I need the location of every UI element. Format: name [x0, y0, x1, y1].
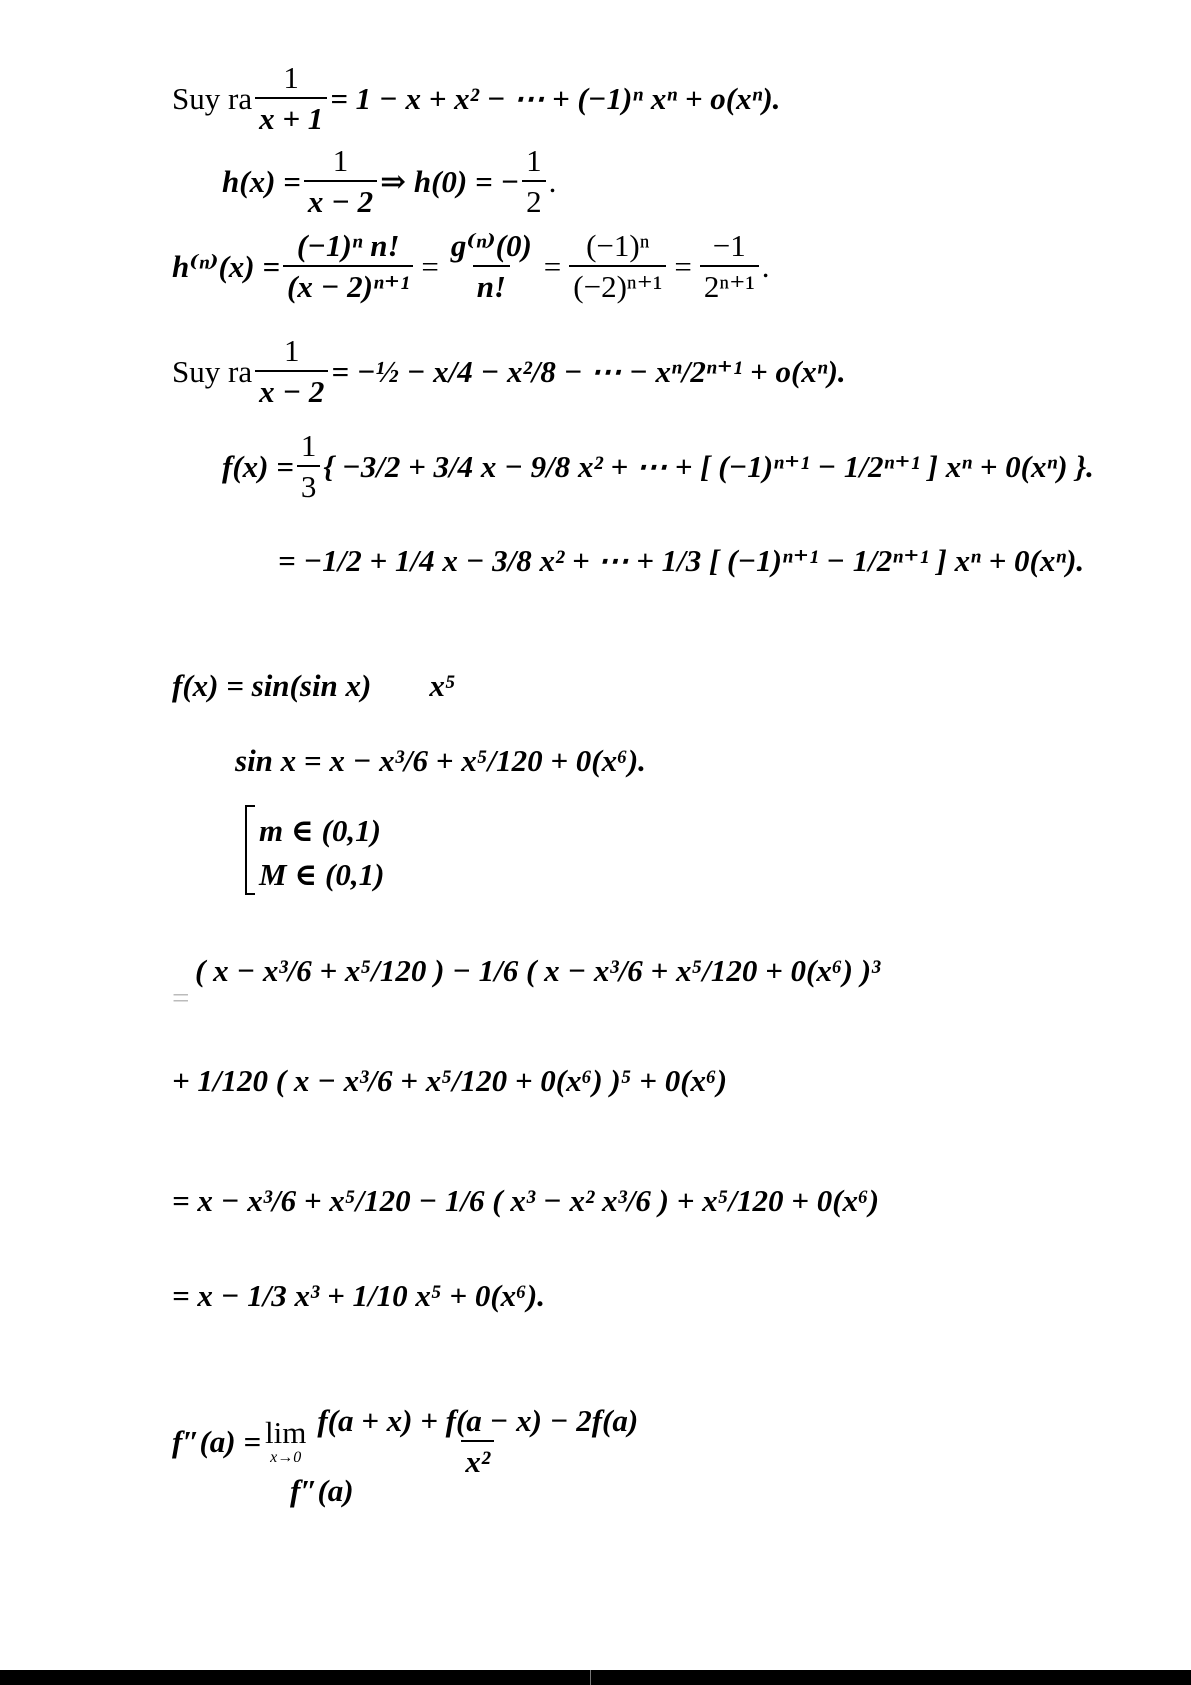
equation-line-7: f(x) = sin(sin x) x⁵	[172, 668, 456, 703]
equation-line-14: f″(a)	[290, 1473, 354, 1508]
equation-line-8: sin x = x − x³/6 + x⁵/120 + 0(x⁶).	[235, 743, 646, 778]
equation-line-13: f″(a) = lim x→0 $\frac{f(a + x) + f(a - x) - 2f(a)}{\text{x²}}$	[172, 1403, 639, 1479]
faint-equals: =	[172, 980, 190, 1015]
equation-line-5: f(x) = $\frac{1}{3}$ { −3/2 + 3/4 x − 9/8 x² + ⋯ + [ (−1)ⁿ⁺¹ − 1/2ⁿ⁺¹ ] xⁿ + 0(xⁿ) }.	[222, 428, 1094, 504]
bottom-bar	[0, 1670, 1191, 1685]
condition-system: m ∈ (0,1) M ∈ (0,1)	[245, 805, 387, 895]
equation-line-12: = x − 1/3 x³ + 1/10 x⁵ + 0(x⁶).	[172, 1278, 545, 1313]
equation-line-9: ( x − x³/6 + x⁵/120 ) − 1/6 ( x − x³/6 + x⁵/120 + 0(x⁶) )³	[195, 953, 881, 988]
equation-line-1	[172, 62, 780, 134]
equation-line-11: = x − x³/6 + x⁵/120 − 1/6 ( x³ − x² x³/6 ) + x⁵/120 + 0(x⁶)	[172, 1183, 880, 1218]
prefix-text: Suy ra	[172, 80, 253, 116]
equation-line-4: Suy ra $\frac{1}{x - 2}$ = −½ − x/4 − x²/8 − ⋯ − xⁿ/2ⁿ⁺¹ + o(xⁿ).	[172, 333, 846, 409]
fraction: $\frac{1}{x + 1}$	[255, 62, 327, 134]
equation-line-3: h⁽ⁿ⁾(x) = $\frac{\text{(−1)ⁿ n!}}{\text{(x − 2)ⁿ⁺¹}}$ = $\frac{\text{g⁽ⁿ⁾(0)}}{n!}$ = $\frac{\text{(−1)ⁿ}}{\text{(−2)ⁿ⁺¹}}$ = $\frac{-1}{\text{2ⁿ⁺¹}}$ .	[172, 228, 770, 304]
equation-line-2: h(x) = $\frac{1}{x - 2}$ ⇒ h(0) = − $\frac{1}{2}$ .	[222, 143, 557, 219]
expression: = 1 − x + x² − ⋯ + (−1)ⁿ xⁿ + o(xⁿ).	[330, 80, 781, 116]
bottom-divider	[590, 1670, 591, 1685]
limit-operator: lim x→0	[265, 1414, 307, 1466]
equation-line-6: = −1/2 + 1/4 x − 3/8 x² + ⋯ + 1/3 [ (−1)ⁿ⁺¹ − 1/2ⁿ⁺¹ ] xⁿ + 0(xⁿ).	[278, 543, 1085, 578]
equation-line-10: + 1/120 ( x − x³/6 + x⁵/120 + 0(x⁶) )⁵ + 0(x⁶)	[172, 1063, 728, 1098]
